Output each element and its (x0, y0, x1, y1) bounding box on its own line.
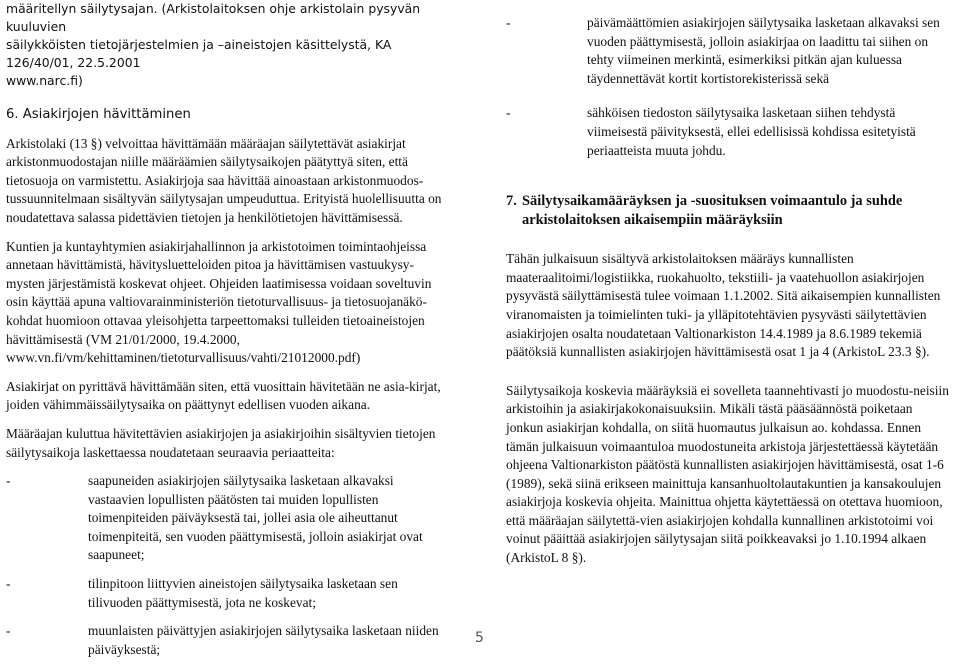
list-dash: - (6, 473, 11, 489)
paragraph: Tähän julkaisuun sisältyvä arkistolaitoksen määräys kunnallisten maateraalitoimi/logistiikka, ruokahuolto, tekstiili- ja vaatehuollon asiakirjojen pysyvästä säilyttämisestä tulee voimaan 1.1.2002. Sitä aikaisempien kunnallisten viranomaisten ja toimielinten tuki- ja ylläpitotehtävien pysyvästi säilytettävien asiakirjojen osalta noudatetaan Valtionarkiston 14.4.1989 ja 8.6.1989 tekemiä päätöksiä kunnallisten asiakirjojen hävittämisestä osat 1 ja 4 (ArkistoL 23.3 §). (506, 251, 941, 360)
page-number: 5 (475, 630, 484, 646)
list-dash: - (506, 15, 511, 30)
list-item-text: sähköisen tiedoston säilytysaika lasketaan siihen tehdystä viimeisestä päivityksestä, ellei edellisissä kohdissa esitetyistä periaatteista muuta johdu. (587, 105, 916, 158)
list-dash: - (506, 105, 511, 121)
section-number: 7. (506, 193, 517, 210)
source-line-2: säilykköisten tietojärjestelmien ja –aineistojen käsittelystä, KA 126/40/01, 22.5.2001 (6, 37, 392, 70)
section-6-heading: 6. Asiakirjojen hävittäminen (6, 107, 191, 122)
list-item (6, 622, 443, 659)
list-dash: - (6, 576, 11, 592)
list-item-text: päivämäättömien asiakirjojen säilytysaika lasketaan alkavaksi sen vuoden päättymisestä, jolloin asiakirjaa on laadittu tai siihen on tehty viimeinen merkintä, esimerkiksi pitkän ajan kuluessa täydennettävät kortit kortistorekisterissä sekä (587, 15, 940, 86)
source-line-1: määritellyn säilytysajan. (Arkistolaitoksen ohje arkistolain pysyvän kuuluvien (6, 1, 421, 34)
list-item (506, 104, 952, 160)
left-column (6, 0, 443, 669)
paragraph: Asiakirjat on pyrittävä hävittämään siten, että vuosittain hävitetään ne asia-kirjat, joiden vähimmäissäilytysaika on päättynyt edellisen vuoden aikana. (6, 378, 441, 413)
list-item (506, 14, 952, 88)
list-item-text: tilinpitoon liittyvien aineistojen säilytysaika lasketaan sen tilivuoden päättymisestä, jota ne koskevat; (88, 576, 398, 610)
paragraph: Kuntien ja kuntayhtymien asiakirjahallinnon ja arkistotoimen toimintaohjeissa annetaan hävittämistä, hävitysluetteloiden pitoa ja hävittämisen vastuukysy-mysten järjestämistä koskevat ohjeet. Ohjeiden laatimisessa voidaan soveltuvin osin käyttää apuna valtiovarainministeriön tietoturvallisuus- ja tietosuojanäkö-kohdat huomioon ottavaa yleisohjetta tarpeettomaksi tulleiden tietoaineistojen hävittämisestä (VM 21/01/2000, 19.4.2000, www.vn.fi/vm/kehittaminen/tietoturvallisuus/vahti/21012000.pdf) (6, 238, 432, 366)
list-item (6, 575, 443, 612)
paragraph: Arkistolaki (13 §) velvoittaa hävittämään määräajan säilytettävät asiakirjat arkistonmuodostajan niille määräämien säilytysaikojen päätyttyä siten, että tietosuoja on varmistettu. Asiakirjoja saa hävittää ainoastaan arkistonmuodos-tussuunnitelmaan sisältyvän säilytysajan umpeuduttua. Erityistä huolellisuutta on noudatettava salassa pidettävien tietojen ja henkilötietojen hävittämisessä. (6, 135, 442, 225)
list-dash: - (6, 623, 11, 639)
list-item-text: muunlaisten päivättyjen asiakirjojen säilytysaika lasketaan niiden päiväyksestä; (88, 623, 439, 657)
section-title: Säilytysaikamääräyksen ja -suosituksen voimaantulo ja suhde arkistolaitoksen aikaisempiin määräyksiin (522, 193, 903, 229)
source-line-3: www.narc.fi) (6, 73, 83, 88)
list-item-text: saapuneiden asiakirjojen säilytysaika lasketaan alkavaksi vastaavien lopullisten päätösten tai muiden lopullisten toimenpiteiden päiväyksestä tai, jollei asia ole aiheuttanut toimenpiteitä, sen vuoden päättymisestä, jolloin asiakirjat ovat saapuneet; (88, 473, 423, 563)
paragraph: Säilytysaikoja koskevia määräyksiä ei sovelleta taannehtivasti jo muodostu-neisiin arkistoihin ja asiakirjakokonaisuuksiin. Mikäli tästä pääsäännöstä poiketaan jonkun asiakirjan kohdalla, on siitä huomautus julkaisun ao. kohdassa. Ennen tämän julkaisuun voimaantuloa muodostuneita arkistoja järjestettäessä käytetään ohjeena Valtionarkiston päätöstä kunnallisten asiakirjojen hävittämisestä, osat 1-6 (1989), sekä siinä erikseen mainittuja kansanhuoltolautakuntien ja kansakoulujen asiakirjoja koskevia ohjeita. Mainittua ohjetta käytettäessä on otettava huomioon, että määräajan säilytettä-vien asiakirjojen kohdalla kunnallinen arkistotoimi voi voinut pääittää asiakirjojen säilytysajan siitä poikkeavaksi jo 1.10.1994 alkaen (ArkistoL 8 §). (506, 382, 949, 566)
section-7-heading (506, 192, 952, 230)
list-item (6, 472, 443, 565)
right-column (506, 14, 952, 568)
paragraph: Määräajan kuluttua hävitettävien asiakirjojen ja asiakirjoihin sisältyvien tietojen säilytysaikoja laskettaessa noudatetaan seuraavia periaatteita: (6, 425, 436, 460)
